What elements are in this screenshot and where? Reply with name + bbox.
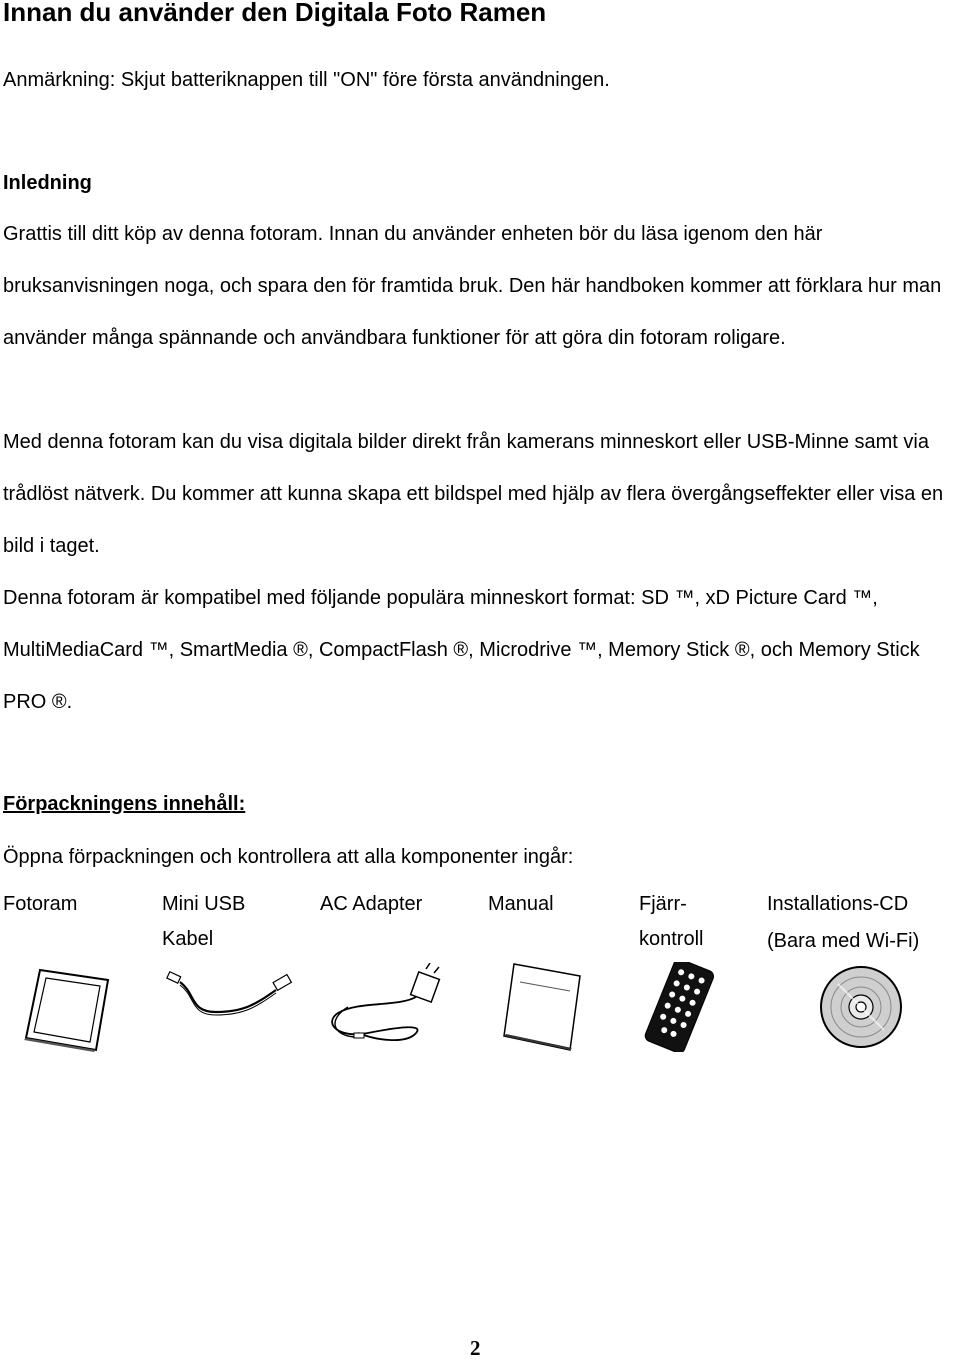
component-label: AC Adapter [320, 893, 423, 915]
component-ac-adapter [320, 887, 422, 922]
package-heading: Förpackningens innehåll: [3, 793, 246, 815]
component-photo-frame [3, 887, 77, 922]
component-label-line2: (Bara med Wi-Fi) [767, 930, 920, 952]
component-usb-cable [162, 887, 245, 957]
photo-frame-icon [22, 968, 112, 1053]
component-label: Fjärr- [639, 893, 687, 915]
battery-note: Anmärkning: Skjut batteriknappen till "ON" före första användningen. [3, 69, 610, 91]
component-label-line2: kontroll [639, 928, 704, 950]
intro-paragraph-2: Med denna fotoram kan du visa digitala bilder direkt från kamerans minneskort eller USB-Minne samt via trådlöst nätverk. Du kommer att kunna skapa ett bildspel med hjälp av flera övergångseffekter eller visa en bild i taget. [3, 431, 944, 557]
component-label: Installations-CD [767, 893, 909, 915]
component-label: Mini USB [162, 893, 246, 915]
package-intro: Öppna förpackningen och kontrollera att alla komponenter ingår: [3, 846, 574, 868]
remote-control-icon [634, 962, 724, 1052]
component-manual [488, 887, 554, 922]
usb-cable-icon [166, 968, 296, 1018]
ac-adapter-icon [318, 963, 448, 1048]
manual-icon [500, 962, 590, 1052]
intro-heading: Inledning [3, 172, 92, 194]
component-cd [767, 887, 919, 959]
cd-icon [818, 964, 904, 1050]
intro-paragraph-1: Grattis till ditt köp av denna fotoram. Innan du använder enheten bör du läsa igenom den här bruksanvisningen noga, och spara den för framtida bruk. Den här handboken kommer att förklara hur man använder många spännande och användbara funktioner för att göra din fotoram roligare. [3, 223, 942, 349]
intro-paragraph-3: Denna fotoram är kompatibel med följande populära minneskort format: SD ™, xD Picture Card ™, MultiMediaCard ™, SmartMedia ®, CompactFlash ®, Microdrive ™, Memory Stick ®, och Memory Stick PRO ®. [3, 587, 920, 713]
component-label: Manual [488, 893, 554, 915]
page-title: Innan du använder den Digitala Foto Ramen [3, 0, 547, 27]
component-label: Fotoram [3, 893, 78, 915]
page-number: 2 [470, 1336, 481, 1360]
component-label-line2: Kabel [162, 928, 214, 950]
component-remote [639, 887, 703, 957]
